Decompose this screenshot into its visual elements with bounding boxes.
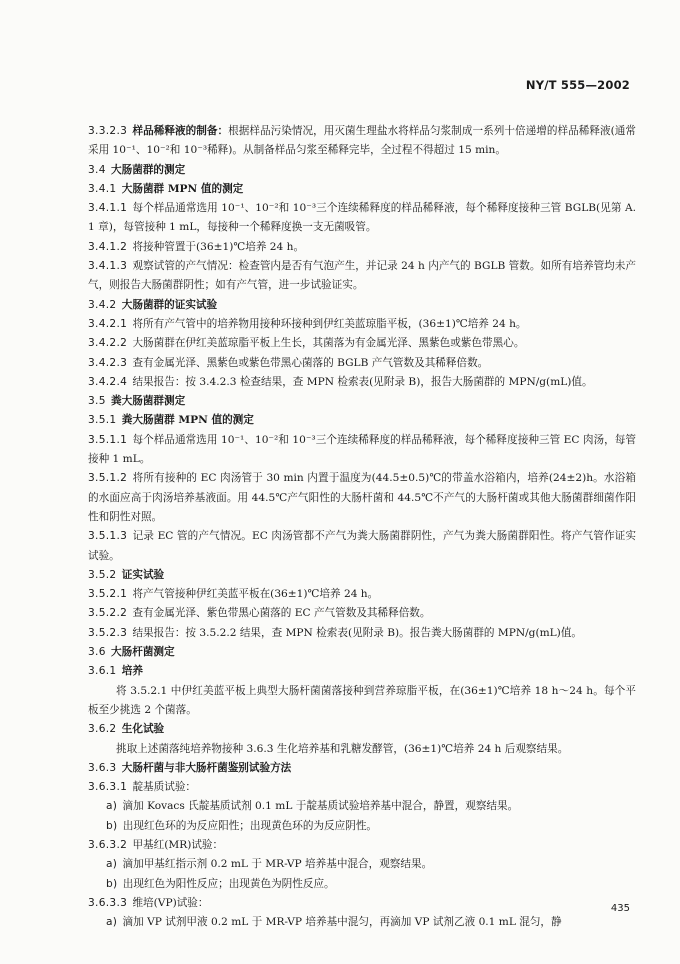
paragraph <box>88 585 636 604</box>
standard-code: NY/T 555—2002 <box>525 78 630 92</box>
clause-text: 记录 EC 管的产气情况。EC 肉汤管都不产气为粪大肠菌群阴性，产气为粪大肠菌群阳性。将产气管作证实试验。 <box>88 530 636 562</box>
clause-heading: 大肠杆菌与非大肠杆菌鉴别试验方法 <box>121 761 292 774</box>
paragraph <box>88 199 636 238</box>
clause-text: 出现红色环的为反应阳性；出现黄色环的为反应阴性。 <box>122 819 378 832</box>
section-heading <box>88 180 636 199</box>
paragraph <box>88 778 636 797</box>
clause-heading: 样品稀释液的制备： <box>132 125 229 137</box>
clause-number: 3.5.2.1 <box>88 588 128 601</box>
section-heading <box>88 662 636 681</box>
paragraph <box>88 334 636 353</box>
clause-number: a) <box>106 916 118 929</box>
clause-number: 3.5.1 <box>88 414 117 427</box>
paragraph <box>88 682 636 721</box>
clause-heading: 培养 <box>121 665 143 678</box>
clause-number: 3.4.1.1 <box>88 202 128 215</box>
clause-text: 出现红色为阳性反应；出现黄色为阴性反应。 <box>122 877 335 890</box>
clause-number: 3.5.2 <box>88 568 117 581</box>
paragraph <box>88 894 636 913</box>
paragraph <box>88 604 636 623</box>
clause-heading: 粪大肠菌群 MPN 值的测定 <box>121 414 254 427</box>
paragraph <box>88 431 636 470</box>
clause-number: 3.5 <box>88 395 106 408</box>
section-heading <box>88 161 636 180</box>
clause-text: 结果报告：按 3.4.2.3 检查结果，查 MPN 检索表(见附录 B)，报告大肠菌群的 MPN/g(mL)值。 <box>132 375 593 388</box>
clause-text: 每个样品通常选用 10⁻¹、10⁻²和 10⁻³三个连续稀释度的样品稀释液，每个稀释度接种三管 EC 肉汤，每管接种 1 mL。 <box>88 433 636 466</box>
clause-heading: 粪大肠菌群测定 <box>111 395 186 408</box>
clause-heading: 证实试验 <box>121 568 165 581</box>
clause-text: 滴加 Kovacs 氏靛基质试剂 0.1 mL 于靛基质试验培养基中混合，静置，观察结果。 <box>122 800 519 813</box>
clause-heading: 大肠菌群 MPN 值的测定 <box>121 182 244 195</box>
paragraph <box>88 315 636 334</box>
paragraph <box>88 855 636 874</box>
clause-number: 3.5.2.2 <box>88 607 128 620</box>
clause-number: b) <box>106 819 118 832</box>
paragraph <box>88 836 636 855</box>
clause-text: 将所有接种的 EC 肉汤管于 30 min 内置于温度为(44.5±0.5)℃的带盖水浴箱内，培养(24±2)h。水浴箱的水面应高于肉汤培养基液面。用 44.5℃产气阳性的大肠杆菌和 44.5℃不产气的大肠杆菌或其他大肠菌群细菌作阳性和阴性对照。 <box>88 472 636 523</box>
clause-heading: 大肠杆菌测定 <box>111 646 175 659</box>
section-heading <box>88 720 636 739</box>
clause-text: 将接种管置于(36±1)℃培养 24 h。 <box>132 240 305 253</box>
clause-number: 3.4.1 <box>88 182 117 195</box>
clause-text: 根据样品污染情况，用灭菌生理盐水将样品匀浆制成一系列十倍递增的样品稀释液(通常采用 10⁻¹、10⁻²和 10⁻³稀释)。从制备样品匀浆至稀释完毕，全过程不得超过 15 min。 <box>88 125 636 157</box>
clause-number: 3.5.1.2 <box>88 472 128 485</box>
page-number: 435 <box>610 903 630 914</box>
paragraph <box>88 238 636 257</box>
paragraph <box>88 469 636 527</box>
clause-text: 滴加 VP 试剂甲液 0.2 mL 于 MR-VP 培养基中混匀，再滴加 VP 试剂乙液 0.1 mL 混匀，静 <box>122 916 562 929</box>
clause-number: a) <box>106 858 118 871</box>
clause-number: 3.6.3.1 <box>88 781 128 794</box>
paragraph <box>88 527 636 566</box>
clause-number: 3.6.3 <box>88 761 117 774</box>
clause-text: 甲基红(MR)试验： <box>132 838 224 851</box>
clause-text: 每个样品通常选用 10⁻¹、10⁻²和 10⁻³三个连续稀释度的样品稀释液，每个稀释度接种三管 BGLB(见第 A.1 章)，每管接种 1 mL，每接种一个稀释度换一支无菌吸管。 <box>88 202 636 234</box>
clause-text: 观察试管的产气情况：检查管内是否有气泡产生，并记录 24 h 内产气的 BGLB 管数。如所有培养管均未产气，则报告大肠菌群阴性；如有产气管，进一步试验证实。 <box>88 260 636 292</box>
clause-number: 3.6.1 <box>88 665 117 678</box>
clause-text: 挑取上述菌落纯培养物接种 3.6.3 生化培养基和乳糖发酵管，(36±1)℃培养 24 h 后观察结果。 <box>116 742 569 755</box>
clause-number: 3.5.2.3 <box>88 626 128 639</box>
clause-number: 3.5.1.3 <box>88 530 128 543</box>
clause-number: b) <box>106 877 118 890</box>
paragraph <box>88 913 636 932</box>
paragraph <box>88 122 636 161</box>
paragraph <box>88 875 636 894</box>
clause-number: 3.4.1.2 <box>88 240 128 253</box>
clause-number: 3.6.3.2 <box>88 838 128 851</box>
section-heading <box>88 759 636 778</box>
clause-text: 滴加甲基红指示剂 0.2 mL 于 MR-VP 培养基中混合，观察结果。 <box>122 858 433 871</box>
section-heading <box>88 392 636 411</box>
section-heading <box>88 411 636 430</box>
clause-text: 将 3.5.2.1 中伊红美蓝平板上典型大肠杆菌菌落接种到营养琼脂平板，在(36±1)℃培养 18 h～24 h。每个平板至少挑选 2 个菌落。 <box>88 684 636 716</box>
section-heading <box>88 566 636 585</box>
clause-number: 3.4.1.3 <box>88 260 128 273</box>
paragraph <box>88 257 636 296</box>
clause-number: 3.4.2.1 <box>88 317 128 330</box>
clause-number: 3.4.2 <box>88 298 117 311</box>
clause-number: 3.4.2.3 <box>88 356 128 369</box>
clause-text: 大肠菌群在伊红美蓝琼脂平板上生长，其菌落为有金属光泽、黑紫色或紫色带黑心。 <box>132 337 525 350</box>
clause-text: 查有金属光泽、紫色带黑心菌落的 EC 产气管数及其稀释倍数。 <box>132 607 431 620</box>
clause-number: 3.6.3.3 <box>88 896 128 909</box>
clause-number: a) <box>106 800 118 813</box>
paragraph <box>88 354 636 373</box>
clause-text: 查有金属光泽、黑紫色或紫色带黑心菌落的 BGLB 产气管数及其稀释倍数。 <box>132 356 489 369</box>
paragraph <box>88 373 636 392</box>
clause-text: 结果报告：按 3.5.2.2 结果，查 MPN 检索表(见附录 B)。报告粪大肠菌群的 MPN/g(mL)值。 <box>132 626 583 639</box>
clause-number: 3.6 <box>88 646 106 659</box>
clause-number: 3.5.1.1 <box>88 433 128 446</box>
clause-number: 3.4.2.4 <box>88 375 128 388</box>
clause-heading: 生化试验 <box>121 723 165 736</box>
paragraph <box>88 797 636 816</box>
clause-text: 将所有产气管中的培养物用接种环接种到伊红美蓝琼脂平板，(36±1)℃培养 24 h。 <box>132 317 527 330</box>
clause-text: 将产气管接种伊红美蓝平板在(36±1)℃培养 24 h。 <box>132 588 379 601</box>
clause-text: 维培(VP)试验： <box>132 896 209 909</box>
paragraph <box>88 624 636 643</box>
clause-heading: 大肠菌群的测定 <box>111 163 186 176</box>
clause-number: 3.4.2.2 <box>88 337 128 350</box>
paragraph <box>88 817 636 836</box>
section-heading <box>88 296 636 315</box>
paragraph <box>88 740 636 759</box>
section-heading <box>88 643 636 662</box>
document-body <box>88 122 636 932</box>
clause-number: 3.3.2.3 <box>88 125 128 137</box>
clause-heading: 大肠菌群的证实试验 <box>121 298 218 311</box>
clause-number: 3.4 <box>88 163 106 176</box>
clause-number: 3.6.2 <box>88 723 117 736</box>
clause-text: 靛基质试验： <box>132 781 197 794</box>
